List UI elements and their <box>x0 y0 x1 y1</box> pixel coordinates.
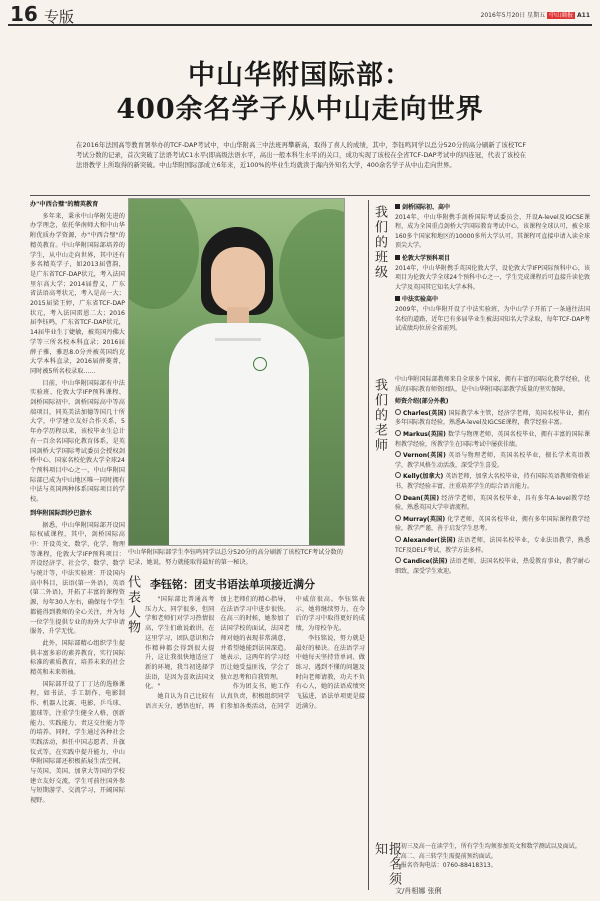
our-classes-label: 我们的班级 <box>372 205 387 280</box>
teacher-entry: Charles(英国) 国际教学本主管，经济学老师，英国名校毕业，拥有多年国际教育经验，熟悉A-level及IGCSE课程，教学经验丰富。 <box>395 409 590 427</box>
teacher-entry: Kelly(加拿大) 英语老师，加拿大名校毕业，持有国际英语教师资格证书，教学经验丰富，注重培养学生的综合语言能力。 <box>395 473 590 490</box>
issue-date: 2016年5月20日 星期五 <box>480 12 546 19</box>
lead-paragraph: 在2016年法国高等教育署举办的TCF-DAP考试中，中山华附高三中法班再攀新高，取得了喜人的成绩，其中，李钰鸣同学以总分520分的高分刷新了该校TCF考试分数的记录，首次突破了法语考试C1水平(即高级法语水平，高出一般本科生水平)的关口，成功实现了该校在全省TCF-DAP考试中的四连冠，代表了该校在法语教学上所取得的新突破。中山华附国际部成立6年来，近100%的毕业生均就读于海内外知名大学，400余名学子从中山走向世界。 <box>76 141 526 169</box>
issue-info <box>481 10 591 19</box>
article-paragraph: 李钰铭说，努力就是最好的秘诀。在法语学习中她每天坚持背单词、做练习，遇到不懂的问题及时向老师请教，功夫不负有心人，她的法语成绩突飞猛进，语法单项更是接近满分。 <box>295 634 365 710</box>
subheading: 到华附国际到沙巴游水 <box>30 509 92 517</box>
student-photo <box>128 198 345 546</box>
section-divider <box>30 195 590 196</box>
article-paragraph: 目前，中山华附国际部有中法实验班、伦敦大学IFP预科课程、剑桥国际初中、剑桥国际高中等高端项目，同英美法加德等国几十所大学，中学建立友好合作关系，5年办学历程以来，该校毕业生总计有一百余名国际化教育体系，是英国剑桥大学国际考试委员会授权剑桥中心、国家名校伦敦大学全球24个预科项目中心之一，中山华附国际部已成为中山地区唯一同时拥有中法与英国两种体系国际项目的学校。 <box>30 379 125 504</box>
headline-line1: 中山华附国际部： <box>188 60 412 91</box>
byline: 文/肖相娜 张俐 <box>395 887 442 895</box>
teacher-entry: Vernon(英国) 英语与物理老师，英国名校毕业，擅长学术英语教学，教学风格生动活泼，深受学生喜爱。 <box>395 452 590 469</box>
article-paragraph: 此外，国际部精心组织学生提供丰富多彩的素养教育，实行国际标准的素质教育，培养未来的社会精英和未来领袖。 <box>30 639 125 677</box>
headline-line2: 400余名学子从中山走向世界 <box>116 94 484 125</box>
person-icon <box>395 536 401 542</box>
background-foliage <box>128 198 199 309</box>
section-name: 专版 <box>44 8 75 26</box>
representative-article <box>145 595 365 890</box>
school-logo-badge <box>253 357 267 371</box>
class-item-title: 伦敦大学预科项目 <box>395 254 590 264</box>
teacher-entry: Dean(英国) 经济学老师，英国名校毕业，具有多年A-level教学经验，熟悉英国大学申请流程。 <box>395 494 590 512</box>
column-divider <box>368 200 369 890</box>
article-paragraph: 作为团支书，她工作认真负责，积极组织同学们参加各类活动，在同学中威信很高。李钰铭表示，她将继续努力，在今后的学习中取得更好的成绩，为母校争光。 <box>220 596 365 710</box>
page-header <box>8 0 592 26</box>
notice-item: 2.高二、高三转学生需提前预约面试。 <box>395 852 497 860</box>
person-icon <box>395 409 401 415</box>
teacher-entry: Alexander(法国) 法语老师，法国名校毕业，专业法语教学，熟悉TCF及DELF考试，教学方法多样。 <box>395 536 590 554</box>
teachers-section <box>395 375 590 840</box>
headline <box>0 60 600 126</box>
article-paragraph: 她自认为自己比较有语言天分，感悟也好，再加上老师们的精心指导，在法语学习中进步很快。在高三的时候，她参加了法国学校的面试，法国老师对她的表现非常满意，并希望她能到法国深造。她表示，这两年的学习经历让她受益匪浅，学会了独立思考和自我管理。 <box>145 596 290 710</box>
teacher-entry: Murray(英国) 化学老师，英国名校毕业，拥有多年国际课程教学经验，教学严谨，善于启发学生思考。 <box>395 515 590 533</box>
registration-notice-label: 报名须知 <box>372 842 401 887</box>
person-icon <box>395 515 401 521</box>
person-icon <box>395 472 401 478</box>
square-bullet-icon <box>395 296 400 301</box>
class-item-text: 2009年，中山华附开设了中法实验班，为中山学子开拓了一条通往法国名校的道路，近年已有多届毕业生被法国知名大学录取，每年TCF-DAP考试成绩均位居全省前列。 <box>395 305 590 333</box>
shirt-collar <box>215 321 261 341</box>
person-icon <box>395 451 401 457</box>
article-paragraph: "国际部比普通高考压力大、同学很多，但同学和老师们对学习热情很高，学生们敢说敢讲，在这里学习，团队意识和合作精神都会得到很大提升，这让我很快地适应了新的环境，我当初选择学法语，是因为喜欢法国文化。" <box>145 596 215 691</box>
class-item-title: 剑桥国际初、高中 <box>395 203 590 213</box>
our-teachers-label: 我们的老师 <box>372 378 387 453</box>
background-foliage <box>279 209 345 339</box>
classes-list <box>395 200 590 370</box>
student-shirt <box>169 323 309 546</box>
photo-caption: 中山华附国际部学生李钰鸣同学以总分520分的高分刷新了该校TCF考试分数的记录，她说，努力就能取得最好的第一秘诀。 <box>128 549 343 566</box>
registration-notices <box>395 842 590 884</box>
edition-number: A11 <box>577 12 590 19</box>
class-item-title: 中法实验高中 <box>395 295 590 305</box>
representative-title: 李钰铭：团支书语法单项接近满分 <box>150 578 315 591</box>
article-paragraph: 国际部开设了丁丁达的选修课程，如书法、手工制作、电影制作、机器人比赛、电影、乒乓球、篮球等，注重学生健全人格、创新能力、实践能力、责这交往能力等的培养。同时，学生通过各种社会实践活动，担任中国志愿者、升旗仪式等，在实践中提升能力，中山华附国际部还积极拓展生活空间，与英国、美国、加拿大等国的学校建立友好交流，学生可前往国外参与短期游学、交流学习，开阔国际视野。 <box>30 680 125 805</box>
article-paragraph: 据悉，中山华附国际部开设国际权威课程，其中，剑桥国际高中：开设英文、数学、化学、物理等课程，伦敦大学IFP预科项目：开设经济学、社会学、数学、数学与统计等，中法实验班：开设国内高中科目，法语(第一外语)，英语(第二外语)，开拓了丰富的课程资源，每年30人左右，确保每个学生都能得到教师的全心关注，并为每一位学生提供专业的海外大学申请服务，升学无忧。 <box>30 521 125 636</box>
class-item-text: 2014年，中山华附携手英国伦敦大学，设伦敦大学IFP国际预科中心，该项目为伦敦大学全球24个预科中心之一，学生完成课程后可直接升读伦敦大学及英国其它知名大学本科。 <box>395 264 590 291</box>
class-item-text: 2014年，中山华附携手剑桥国际考试委员会，开设A-level及IGCSE课程，成为全国重点剑桥大学国际教育考试中心，该课程全球认可，被全球160多个国家和地区的10000多所大学认可，其课程可直接申请入读全球顶尖大学。 <box>395 213 590 250</box>
square-bullet-icon <box>395 255 400 260</box>
notice-item: 3.报名咨询电话：0760-88418313。 <box>395 862 497 870</box>
left-column-heading: 办"中西合璧"的精英教育 <box>30 201 99 208</box>
person-icon <box>395 494 401 500</box>
teacher-section-title: 师资介绍(部分外教) <box>395 398 449 406</box>
representative-label: 代表人物 <box>125 575 140 635</box>
student-face <box>211 247 265 313</box>
person-icon <box>395 430 401 436</box>
teacher-entry: Markus(英国) 数学与物理老师，英国名校毕业，拥有丰富的国际课程教学经验，所教学生在国际考试中屡获佳绩。 <box>395 430 590 448</box>
left-column-article <box>30 200 125 890</box>
teacher-entry: Candice(法国) 法语老师，法国名校毕业，热爱教育事业，教学耐心细致，深受学生欢迎。 <box>395 558 590 575</box>
page-number: 16 <box>10 2 38 26</box>
person-icon <box>395 557 401 563</box>
article-paragraph: 多年来，秉承中山华附先进的办学理念，依托华南师大和中山华附优质办学资源，办"中西合璧"的精英教育。中山华附国际部培养的学生，从中山走向世界，其中还有多名精英学子，如2013届曹韵，是广东省TCF-DAP状元，考入法国里尔高大学；2014届曹义，广东省法语高考状元，考入是高一大；2015届梁王婷，广东省TCF-DAP状元，考入法国雷恩二大；2016届李钰鸣，广东省TCF-DAP状元，14届毕业生丁婕敏，被英国丹佛大学等三所名校本科直录；2016届薛子雅，雅思8.0分并被英国约克大学本科直录，2016届薛菱菁，同时被5所名校录取…… <box>30 212 125 375</box>
paper-brand: 中山商报 <box>549 12 574 19</box>
notice-item: 1.初三及高一在读学生，所有学生均须参加英文和数学测试以及面试。 <box>395 843 581 850</box>
square-bullet-icon <box>395 204 400 209</box>
teacher-intro: 中山华附国际部教师来自全球多个国家，拥有丰富的国际化教学经验，优质的国际教育师资团队，是中山华附国际部教学质量的坚实保障。 <box>395 376 590 393</box>
